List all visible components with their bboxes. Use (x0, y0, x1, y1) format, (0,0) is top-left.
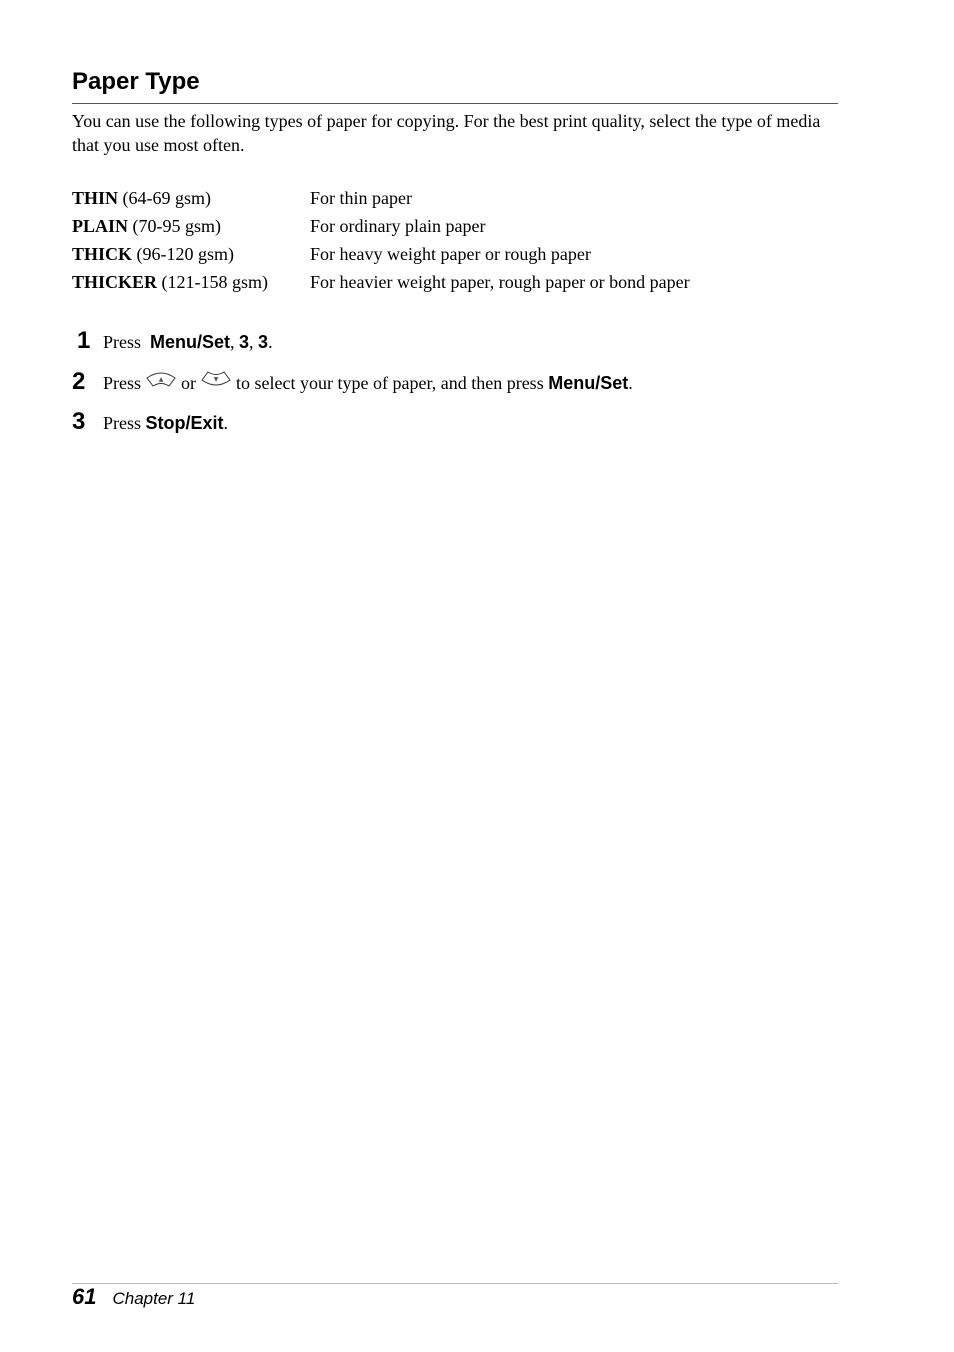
paper-type-table (72, 185, 690, 297)
up-arrow-key-icon (145, 369, 177, 394)
stop-exit-key-label: Stop/Exit (145, 413, 224, 433)
table-row (72, 213, 690, 241)
paper-type-name: THIN (72, 188, 119, 208)
menu-set-key-label: Menu/Set (150, 332, 231, 352)
step-number: 2 (72, 368, 86, 395)
menu-set-key-label: Menu/Set (548, 373, 629, 393)
step-text: to select your type of paper, and then press (236, 373, 544, 393)
paper-description: For ordinary plain paper (310, 216, 486, 236)
table-row (72, 269, 690, 297)
paper-type-name: THICKER (72, 272, 158, 292)
paper-type-name: PLAIN (72, 216, 129, 236)
step-text-press: Press (103, 332, 142, 352)
paper-description: For heavier weight paper, rough paper or bond paper (310, 272, 690, 292)
title-divider (72, 103, 838, 104)
step-number: 1 (77, 327, 91, 354)
step-text-or: or (181, 373, 197, 393)
table-row (72, 185, 690, 213)
paper-type-name: THICK (72, 244, 133, 264)
step-text-press: Press (103, 413, 142, 433)
key-3-label: 3 (239, 332, 250, 352)
page-number: 61 (72, 1284, 97, 1309)
step-2: 2 Press ▲ or ▼ to select your type of paper, and then press Menu/Set . (72, 368, 633, 395)
step-text-press: Press (103, 373, 142, 393)
down-arrow-key-icon (200, 369, 232, 394)
svg-text:▼: ▼ (213, 376, 219, 383)
svg-text:▲: ▲ (158, 376, 164, 383)
table-row (72, 241, 690, 269)
paper-description: For heavy weight paper or rough paper (310, 244, 591, 264)
chapter-label: Chapter 11 (112, 1289, 196, 1308)
paper-weight: (121-158 gsm) (161, 272, 269, 292)
step-1: 1 Press Menu/Set , 3 , 3 . (72, 327, 273, 355)
paper-weight: (70-95 gsm) (132, 216, 222, 236)
paper-description: For thin paper (310, 188, 412, 208)
paper-weight: (64-69 gsm) (122, 188, 212, 208)
step-3: 3 Press Stop/Exit . (72, 408, 229, 435)
intro-paragraph: You can use the following types of paper for copying. For the best print quality, select the type of media that you use most often. (72, 111, 821, 155)
key-3-label: 3 (258, 332, 269, 352)
step-number: 3 (72, 408, 86, 435)
paper-weight: (96-120 gsm) (136, 244, 235, 264)
page-footer (72, 1284, 195, 1310)
section-title: Paper Type (72, 68, 200, 95)
